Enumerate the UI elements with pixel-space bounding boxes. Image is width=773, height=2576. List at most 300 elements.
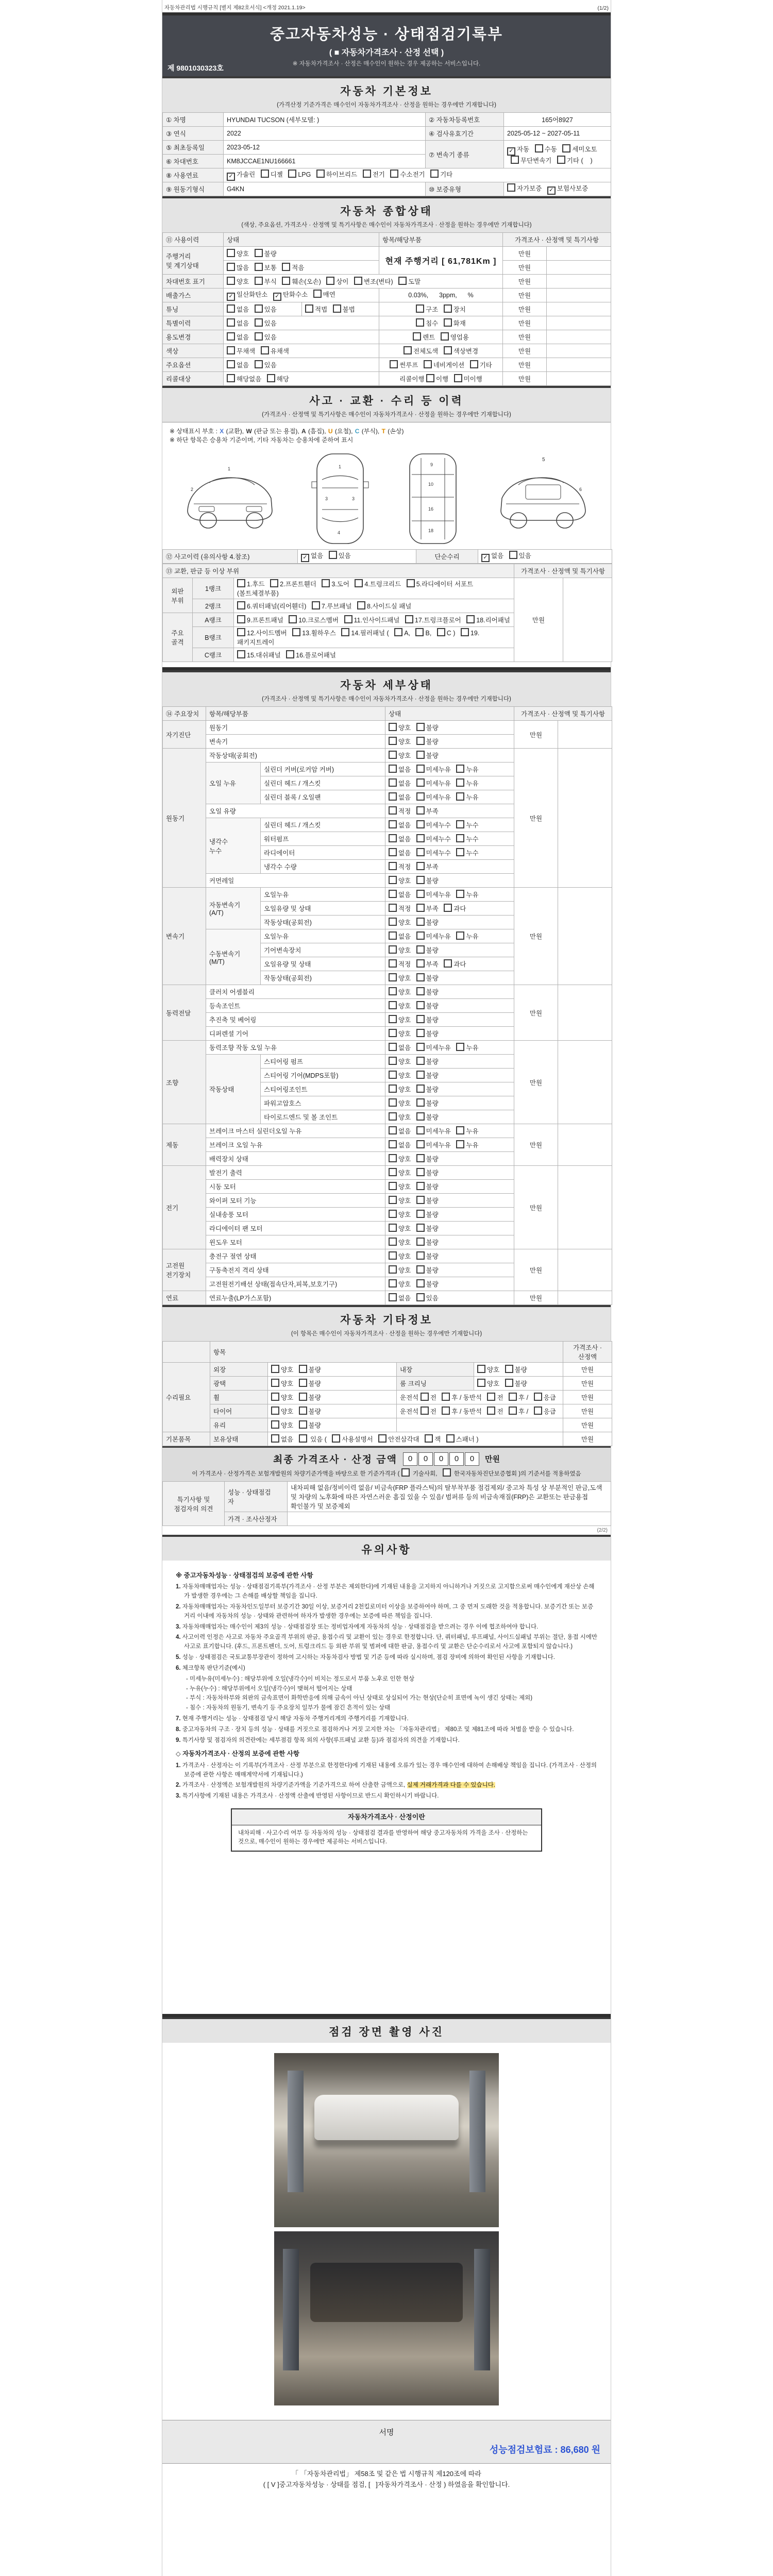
checkbox[interactable] bbox=[444, 304, 452, 313]
section-title: 자동차 종합상태 bbox=[340, 206, 433, 217]
table-cell: ⑭ 주요장치 bbox=[163, 707, 206, 721]
checkbox[interactable] bbox=[270, 579, 278, 587]
table-cell: 6.쿼터패널(리어휀더) 7.루브패널 8.사이드실 패널 bbox=[234, 599, 514, 613]
table-cell: A랭크 bbox=[193, 613, 234, 627]
svg-text:5: 5 bbox=[542, 457, 545, 463]
checkbox[interactable] bbox=[237, 601, 245, 609]
table-cell: 양호 불량 bbox=[385, 985, 514, 999]
checkbox[interactable] bbox=[466, 615, 475, 623]
checkbox[interactable]: ✓ bbox=[547, 187, 556, 195]
checkbox[interactable] bbox=[389, 1098, 397, 1107]
table-cell: 오일누유 bbox=[261, 888, 385, 902]
notice-item: 3. 자동차매매업자는 매수인이 제3의 성능 · 상태점검장 또는 정비업자에게 자동차의 성능 · 상태점검을 받으려는 경우 이에 협조하여야 합니다. bbox=[176, 1623, 539, 1630]
table-row bbox=[163, 247, 611, 261]
checkbox[interactable] bbox=[507, 183, 515, 192]
checkbox[interactable] bbox=[288, 170, 296, 178]
checkbox[interactable] bbox=[416, 834, 425, 842]
mark-symbol: T bbox=[381, 428, 385, 435]
table-cell: 특기사항 및 점검자의 의견 bbox=[163, 1482, 225, 1526]
checkbox[interactable] bbox=[332, 1434, 340, 1443]
checkbox[interactable]: ✓ bbox=[301, 554, 309, 562]
table-cell: 브레이크 오일 누유 bbox=[206, 1138, 385, 1152]
table-cell: 튜닝 bbox=[163, 302, 224, 316]
checkbox[interactable] bbox=[416, 1196, 425, 1204]
checkbox[interactable] bbox=[456, 778, 464, 787]
checkbox[interactable] bbox=[261, 170, 269, 178]
table-row bbox=[163, 1482, 611, 1512]
checkbox[interactable] bbox=[227, 346, 235, 354]
table-cell: 해당없음 해당 bbox=[224, 372, 379, 386]
checkbox[interactable] bbox=[389, 1251, 397, 1260]
checkbox[interactable] bbox=[416, 1265, 425, 1274]
checkbox[interactable] bbox=[394, 628, 402, 636]
checkbox[interactable] bbox=[456, 890, 464, 898]
checkbox[interactable] bbox=[535, 144, 543, 152]
checkbox[interactable] bbox=[227, 374, 235, 382]
checkbox[interactable] bbox=[416, 904, 425, 912]
checkbox[interactable] bbox=[416, 1084, 425, 1093]
table-cell: 양호 불량 bbox=[268, 1418, 397, 1432]
checkbox[interactable] bbox=[405, 615, 413, 623]
checkbox[interactable] bbox=[416, 1029, 425, 1037]
table-cell: 무채색 유채색 bbox=[224, 344, 379, 358]
checkbox[interactable] bbox=[456, 1043, 464, 1051]
notice-item: 1. 자동차매매업자는 성능 · 상태점검기록부(가격조사 · 산정 부분은 제외한다)에 기재된 내용을 고지하지 아니하거나 거짓으로 고지함으로써 매수인에게 재산상 손해가 발생한 경우에는 그 손해를 배상할 책임을 집니다. bbox=[176, 1584, 595, 1600]
checkbox[interactable] bbox=[341, 628, 349, 636]
checkbox[interactable] bbox=[446, 1434, 455, 1443]
table-row bbox=[163, 1041, 612, 1055]
checkbox[interactable] bbox=[437, 628, 445, 636]
table-row bbox=[163, 564, 612, 578]
checkbox[interactable] bbox=[389, 1196, 397, 1204]
checkbox[interactable] bbox=[344, 615, 352, 623]
checkbox[interactable] bbox=[299, 1393, 307, 1401]
checkbox[interactable] bbox=[416, 1098, 425, 1107]
table-cell: 단순수리 bbox=[416, 550, 478, 564]
checkbox[interactable] bbox=[456, 931, 464, 940]
checkbox[interactable] bbox=[505, 1365, 513, 1373]
table-cell: 양호 불량 bbox=[385, 916, 514, 929]
checkbox[interactable] bbox=[416, 1251, 425, 1260]
checkbox[interactable]: ✓ bbox=[227, 293, 235, 301]
table-cell: 항목/해당부품 bbox=[379, 233, 503, 247]
checkbox[interactable] bbox=[305, 304, 313, 313]
checkbox[interactable] bbox=[389, 751, 397, 759]
table-cell: 용도변경 bbox=[163, 330, 224, 344]
table-cell: ⑩ 보증유형 bbox=[426, 182, 504, 196]
checkbox[interactable] bbox=[416, 751, 425, 759]
checkbox[interactable] bbox=[430, 170, 439, 178]
confirmation-line-2: ( [ V ]중고자동차성능 · 상태를 점검, [ ]자동차가격조사 · 산정 ) 하였음을 확인합니다. bbox=[263, 2480, 510, 2488]
checkbox[interactable] bbox=[416, 1043, 425, 1051]
checkbox[interactable] bbox=[389, 973, 397, 981]
checkbox[interactable] bbox=[389, 959, 397, 968]
checkbox[interactable] bbox=[227, 263, 235, 271]
checkbox[interactable] bbox=[416, 1001, 425, 1009]
checkbox[interactable] bbox=[444, 959, 452, 968]
checkbox[interactable] bbox=[389, 723, 397, 731]
checkbox[interactable] bbox=[416, 778, 425, 787]
checkbox[interactable] bbox=[227, 318, 235, 327]
checkbox[interactable] bbox=[416, 820, 425, 828]
checkbox[interactable] bbox=[378, 1434, 386, 1443]
checkbox[interactable] bbox=[389, 820, 397, 828]
notice-item: 5. 성능 · 상태점검은 국토교통부장관이 정하여 고시하는 자동차검사 방법 및 기준 등에 따라 실시하며, 점검 장비에 의하여 확인된 사항을 기재합니다. bbox=[176, 1654, 555, 1661]
checkbox[interactable] bbox=[389, 876, 397, 884]
checkbox[interactable] bbox=[271, 1434, 279, 1443]
checkbox[interactable] bbox=[416, 765, 425, 773]
table-cell: 양호 불량 bbox=[385, 1263, 514, 1277]
checkbox[interactable] bbox=[354, 277, 362, 285]
checkbox[interactable] bbox=[389, 1084, 397, 1093]
mark-symbol: W bbox=[246, 428, 252, 435]
checkbox[interactable] bbox=[255, 263, 263, 271]
table-row bbox=[163, 1377, 612, 1391]
section-subtitle: (가격산정 기준가격은 매수인이 자동차가격조사 · 산정을 원하는 경우에만 기재합니다) bbox=[277, 102, 496, 108]
table-cell: 배출가스 bbox=[163, 289, 224, 302]
checkbox[interactable] bbox=[425, 1434, 433, 1443]
checkbox[interactable] bbox=[389, 1140, 397, 1148]
table-cell: 고전원 전기장치 bbox=[163, 1249, 206, 1291]
checkbox[interactable] bbox=[227, 249, 235, 257]
checkbox[interactable] bbox=[255, 332, 263, 341]
checkbox[interactable] bbox=[416, 1126, 425, 1134]
price-digit-box: 0 bbox=[418, 1452, 433, 1466]
legend-prefix: ※ 상태표시 부호 : bbox=[170, 428, 220, 435]
checkbox[interactable] bbox=[237, 628, 245, 636]
checkbox[interactable] bbox=[267, 374, 275, 382]
checkbox[interactable] bbox=[401, 1468, 410, 1477]
table-cell: 만원 bbox=[514, 1291, 558, 1305]
checkbox[interactable] bbox=[534, 1406, 542, 1415]
checkbox[interactable]: ✓ bbox=[481, 554, 490, 562]
checkbox[interactable] bbox=[511, 156, 519, 164]
checkbox[interactable] bbox=[487, 1393, 495, 1401]
table-cell bbox=[558, 1041, 612, 1124]
checkbox[interactable] bbox=[389, 1071, 397, 1079]
checkbox[interactable] bbox=[456, 792, 464, 801]
checkbox[interactable] bbox=[389, 1015, 397, 1023]
checkbox[interactable] bbox=[282, 277, 290, 285]
checkbox[interactable] bbox=[416, 792, 425, 801]
checkbox[interactable] bbox=[534, 1393, 542, 1401]
table-cell: 없음 미세누유 누유 bbox=[385, 1041, 514, 1055]
confirmation-statement bbox=[162, 2464, 611, 2496]
checkbox[interactable] bbox=[456, 1126, 464, 1134]
checkbox[interactable] bbox=[261, 346, 269, 354]
checkbox[interactable] bbox=[271, 1406, 279, 1415]
checkbox[interactable] bbox=[416, 1140, 425, 1148]
checkbox[interactable] bbox=[255, 304, 263, 313]
checkbox[interactable] bbox=[389, 848, 397, 856]
checkbox[interactable] bbox=[416, 918, 425, 926]
legend-note2: ※ 하단 항목은 승용차 기준이며, 기타 자동차는 승용차에 준하여 표시 bbox=[170, 436, 354, 444]
table-cell: 자동변속기 (A/T) bbox=[206, 888, 261, 929]
checkbox[interactable] bbox=[389, 862, 397, 870]
checkbox[interactable] bbox=[416, 1168, 425, 1176]
checkbox[interactable] bbox=[416, 931, 425, 940]
table-cell bbox=[558, 1249, 612, 1291]
checkbox[interactable] bbox=[389, 806, 397, 815]
checkbox[interactable] bbox=[389, 904, 397, 912]
checkbox[interactable] bbox=[416, 1238, 425, 1246]
checkbox[interactable] bbox=[389, 1112, 397, 1121]
checkbox[interactable] bbox=[416, 876, 425, 884]
table-cell bbox=[558, 749, 612, 888]
checkbox[interactable] bbox=[299, 1379, 307, 1387]
checkbox[interactable] bbox=[470, 360, 478, 368]
checkbox[interactable] bbox=[299, 1420, 307, 1429]
checkbox[interactable] bbox=[389, 1224, 397, 1232]
table-cell: 없음 미세누수 누수 bbox=[385, 832, 514, 846]
checkbox[interactable] bbox=[389, 918, 397, 926]
table-cell: 워터펌프 bbox=[261, 832, 385, 846]
table-cell: 상태 bbox=[385, 707, 514, 721]
notice-subitem: - 침수 : 자동차의 원동기, 변속기 등 주요장치 일부가 물에 잠긴 흔적이 있는 상태 bbox=[186, 1705, 391, 1711]
checkbox[interactable] bbox=[282, 263, 290, 271]
section-title: 사고 · 교환 · 수리 등 이력 bbox=[309, 395, 464, 407]
table-cell: 클러치 어셈블리 bbox=[206, 985, 385, 999]
checkbox[interactable] bbox=[456, 1140, 464, 1148]
table-cell: 만원 bbox=[514, 1249, 558, 1291]
checkbox[interactable] bbox=[271, 1393, 279, 1401]
checkbox[interactable] bbox=[416, 1224, 425, 1232]
checkbox[interactable] bbox=[299, 1406, 307, 1415]
checkbox[interactable] bbox=[389, 1265, 397, 1274]
table-cell: 커먼레일 bbox=[206, 874, 385, 888]
checkbox[interactable] bbox=[326, 277, 334, 285]
checkbox[interactable] bbox=[389, 1279, 397, 1287]
checkbox[interactable] bbox=[255, 318, 263, 327]
checkbox[interactable] bbox=[416, 959, 425, 968]
checkbox[interactable] bbox=[416, 1015, 425, 1023]
checkbox[interactable]: ✓ bbox=[507, 147, 515, 156]
checkbox[interactable] bbox=[389, 945, 397, 954]
checkbox[interactable] bbox=[237, 650, 245, 658]
checkbox[interactable] bbox=[389, 1057, 397, 1065]
svg-text:18: 18 bbox=[428, 528, 433, 533]
checkbox[interactable] bbox=[421, 1406, 429, 1415]
checkbox[interactable] bbox=[322, 579, 330, 587]
table-cell: ✓ 없음 있음 bbox=[298, 550, 416, 564]
checkbox[interactable] bbox=[286, 650, 294, 658]
checkbox[interactable] bbox=[416, 1182, 425, 1190]
checkbox[interactable]: ✓ bbox=[227, 173, 235, 181]
table-cell: 현재 주행거리 [ 61,781Km ] bbox=[379, 247, 503, 275]
svg-text:6: 6 bbox=[579, 487, 582, 492]
checkbox[interactable] bbox=[505, 1379, 513, 1387]
checkbox[interactable] bbox=[389, 1154, 397, 1162]
table-cell: ⑨ 원동기형식 bbox=[163, 182, 224, 196]
checkbox[interactable] bbox=[255, 360, 263, 368]
checkbox[interactable] bbox=[421, 1393, 429, 1401]
table-cell: 15.대쉬패널 16.플로어패널 bbox=[234, 648, 514, 662]
checkbox[interactable] bbox=[456, 765, 464, 773]
checkbox[interactable] bbox=[509, 551, 517, 559]
checkbox[interactable] bbox=[389, 778, 397, 787]
checkbox[interactable] bbox=[416, 737, 425, 745]
checkbox[interactable] bbox=[313, 290, 322, 298]
checkbox[interactable] bbox=[404, 346, 412, 354]
checkbox[interactable] bbox=[509, 1393, 517, 1401]
svg-text:4: 4 bbox=[338, 530, 341, 535]
table-row bbox=[163, 344, 611, 358]
checkbox[interactable] bbox=[333, 304, 341, 313]
checkbox[interactable] bbox=[292, 628, 300, 636]
checkbox[interactable] bbox=[389, 1182, 397, 1190]
checkbox[interactable] bbox=[389, 1029, 397, 1037]
checkbox[interactable] bbox=[389, 765, 397, 773]
table-cell: 없음 미세누유 누유 bbox=[385, 1124, 514, 1138]
checkbox[interactable] bbox=[389, 834, 397, 842]
checkbox[interactable] bbox=[389, 890, 397, 898]
table-cell: 타이어 bbox=[210, 1404, 268, 1418]
checkbox[interactable] bbox=[299, 1434, 307, 1443]
checkbox[interactable] bbox=[461, 628, 469, 636]
section-overall-header bbox=[162, 196, 611, 232]
checkbox[interactable] bbox=[424, 360, 432, 368]
checkbox[interactable] bbox=[227, 304, 235, 313]
checkbox[interactable] bbox=[416, 318, 424, 327]
checkbox[interactable] bbox=[416, 945, 425, 954]
checkbox[interactable] bbox=[407, 579, 415, 587]
checkbox[interactable] bbox=[389, 1126, 397, 1134]
inspection-photos bbox=[162, 2043, 611, 2413]
checkbox[interactable] bbox=[389, 1001, 397, 1009]
section-title: 자동차 세부상태 bbox=[340, 680, 433, 691]
svg-text:16: 16 bbox=[428, 506, 433, 512]
checkbox[interactable] bbox=[227, 277, 235, 285]
checkbox[interactable] bbox=[444, 346, 452, 354]
table-row bbox=[163, 330, 611, 344]
checkbox[interactable] bbox=[389, 931, 397, 940]
table-cell bbox=[547, 302, 611, 316]
checkbox[interactable] bbox=[329, 551, 337, 559]
checkbox[interactable] bbox=[389, 1238, 397, 1246]
table-cell: 양호 불량 bbox=[385, 1180, 514, 1194]
checkbox[interactable] bbox=[389, 1293, 397, 1301]
checkbox[interactable] bbox=[416, 806, 425, 815]
table-cell: 적정 부족 과다 bbox=[385, 957, 514, 971]
checkbox[interactable] bbox=[255, 277, 263, 285]
checkbox[interactable] bbox=[487, 1406, 495, 1415]
table-cell: G4KN bbox=[224, 182, 426, 196]
table-cell: 없음 있음 bbox=[224, 330, 379, 344]
checkbox[interactable] bbox=[413, 332, 421, 341]
price-digit-box: 0 bbox=[449, 1452, 464, 1466]
section-subtitle: (가격조사 · 산정액 및 특기사항은 매수인이 자동차가격조사 · 산정을 원하는 경우에만 기재합니다) bbox=[262, 412, 511, 418]
table-cell: 양호 불량 bbox=[474, 1363, 563, 1377]
checkbox[interactable] bbox=[416, 723, 425, 731]
checkbox[interactable] bbox=[355, 579, 363, 587]
checkbox[interactable] bbox=[557, 156, 565, 164]
notice-list-1 bbox=[176, 1583, 597, 1745]
checkbox[interactable] bbox=[426, 374, 434, 382]
checkbox[interactable] bbox=[509, 1406, 517, 1415]
checkbox[interactable] bbox=[416, 1057, 425, 1065]
checkbox[interactable] bbox=[312, 601, 320, 609]
checkbox[interactable] bbox=[389, 1043, 397, 1051]
checkbox[interactable] bbox=[477, 1365, 485, 1373]
checkbox[interactable] bbox=[271, 1420, 279, 1429]
checkbox[interactable] bbox=[271, 1365, 279, 1373]
checkbox[interactable] bbox=[416, 1154, 425, 1162]
table-cell: 실린더 헤드 / 개스킷 bbox=[261, 776, 385, 790]
checkbox[interactable] bbox=[416, 1071, 425, 1079]
panel-rank-table bbox=[162, 564, 612, 662]
table-cell: 만원 bbox=[514, 1041, 558, 1124]
checkbox[interactable] bbox=[237, 579, 245, 587]
checkbox[interactable]: ✓ bbox=[273, 293, 281, 301]
checkbox[interactable] bbox=[562, 144, 570, 152]
checkbox[interactable] bbox=[416, 1279, 425, 1287]
checkbox[interactable] bbox=[443, 1468, 451, 1477]
checkbox[interactable] bbox=[416, 973, 425, 981]
checkbox[interactable] bbox=[477, 1379, 485, 1387]
section-title: 점검 장면 촬영 사진 bbox=[329, 2026, 444, 2038]
table-cell: 충전구 절연 상태 bbox=[206, 1249, 385, 1263]
checkbox[interactable] bbox=[415, 628, 424, 636]
checkbox[interactable] bbox=[416, 848, 425, 856]
checkbox[interactable] bbox=[444, 904, 452, 912]
checkbox[interactable] bbox=[456, 820, 464, 828]
checkbox[interactable] bbox=[289, 615, 297, 623]
checkbox[interactable] bbox=[416, 304, 424, 313]
checkbox[interactable] bbox=[456, 848, 464, 856]
checkbox[interactable] bbox=[389, 1168, 397, 1176]
checkbox[interactable] bbox=[227, 332, 235, 341]
table-cell: ③ 연식 bbox=[163, 127, 224, 141]
checkbox[interactable] bbox=[398, 277, 407, 285]
checkbox[interactable] bbox=[299, 1365, 307, 1373]
lift-post bbox=[288, 2071, 304, 2193]
lift-post bbox=[469, 2071, 485, 2193]
checkbox[interactable] bbox=[389, 987, 397, 995]
table-cell: 원동기 bbox=[206, 721, 385, 735]
checkbox[interactable] bbox=[271, 1379, 279, 1387]
checkbox[interactable] bbox=[389, 737, 397, 745]
checkbox[interactable] bbox=[390, 360, 398, 368]
checkbox[interactable] bbox=[416, 1112, 425, 1121]
checkbox[interactable] bbox=[456, 834, 464, 842]
table-row bbox=[163, 1342, 612, 1363]
checkbox[interactable] bbox=[255, 249, 263, 257]
table-row bbox=[163, 275, 611, 289]
checkbox[interactable] bbox=[227, 360, 235, 368]
table-cell: 주요 골격 bbox=[163, 613, 193, 662]
checkbox[interactable] bbox=[416, 1210, 425, 1218]
checkbox[interactable] bbox=[454, 374, 462, 382]
checkbox[interactable] bbox=[416, 987, 425, 995]
checkbox[interactable] bbox=[444, 318, 452, 327]
checkbox[interactable] bbox=[442, 1406, 450, 1415]
checkbox[interactable] bbox=[442, 1393, 450, 1401]
checkbox[interactable] bbox=[416, 1293, 425, 1301]
checkbox[interactable] bbox=[357, 601, 365, 609]
checkbox[interactable] bbox=[316, 170, 325, 178]
checkbox[interactable] bbox=[441, 332, 449, 341]
checkbox[interactable] bbox=[237, 615, 245, 623]
checkbox[interactable] bbox=[390, 170, 398, 178]
checkbox[interactable] bbox=[363, 170, 371, 178]
page-marker-2: (2/2) bbox=[597, 1528, 608, 1533]
table-row bbox=[163, 1291, 612, 1305]
checkbox[interactable] bbox=[416, 890, 425, 898]
section-title: 자동차 기타정보 bbox=[340, 1314, 433, 1326]
checkbox[interactable] bbox=[416, 862, 425, 870]
checkbox[interactable] bbox=[389, 792, 397, 801]
checkbox[interactable] bbox=[389, 1210, 397, 1218]
